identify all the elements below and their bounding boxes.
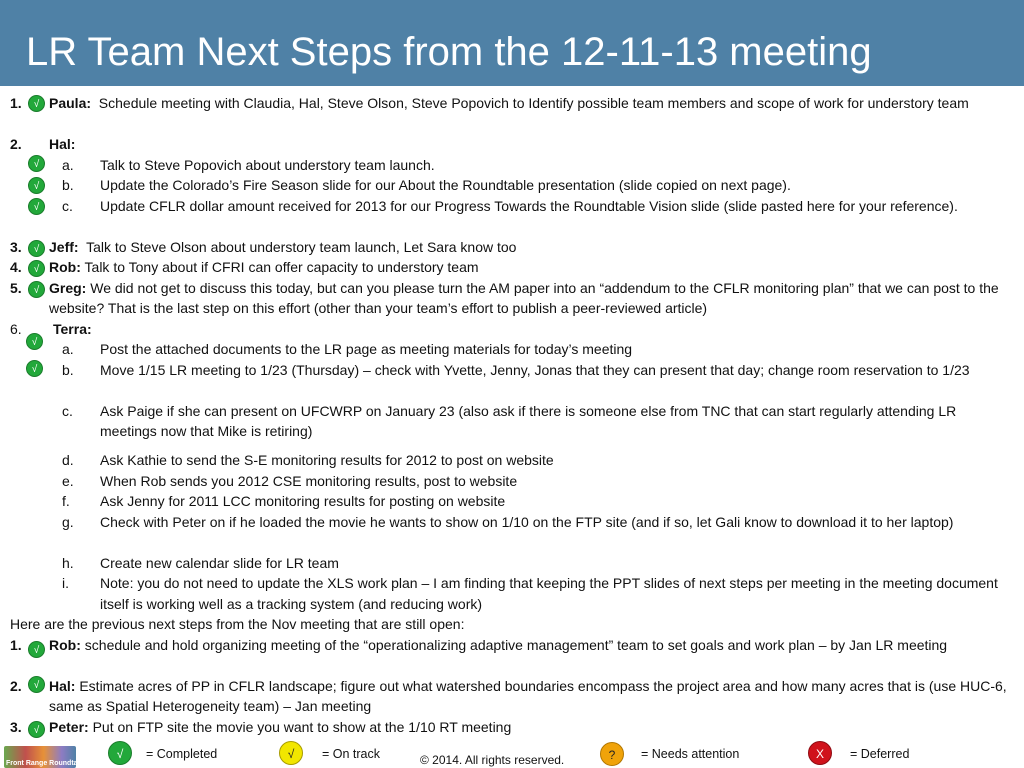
sub-item-text: Update the Colorado’s Fire Season slide for our About the Roundtable presentation (slide copied on next page). (100, 177, 791, 193)
needs-attention-legend-icon: ? (600, 742, 624, 766)
sub-item-text: Post the attached documents to the LR page as meeting materials for today’s meeting (100, 341, 633, 357)
item-text (49, 278, 1015, 319)
front-range-roundtable-logo (4, 746, 88, 768)
on-track-legend-label: = On track (322, 747, 381, 761)
sub-item-letter: c. (62, 402, 73, 419)
sub-item-letter: e. (62, 472, 74, 489)
item-number: 2. (10, 677, 22, 694)
completed-check-icon: √ (28, 155, 45, 172)
item-description: Put on FTP site the movie you want to show at the 1/10 RT meeting (92, 718, 512, 735)
sub-item-letter: h. (62, 554, 74, 571)
completed-check-icon: √ (28, 95, 45, 112)
sub-item-letter: b. (62, 177, 74, 193)
item-text (49, 93, 1015, 114)
sub-item-text: Update CFLR dollar amount received for 2013 for our Progress Towards the Roundtable Vision slide (slide pasted here for your reference). (100, 197, 958, 214)
previous-steps-heading: Here are the previous next steps from the Nov meeting that are still open: (10, 616, 465, 632)
item-number: 6. (10, 320, 22, 337)
item-number: 3. (10, 238, 22, 255)
sub-item-text: Talk to Steve Popovich about understory team launch. (100, 156, 435, 173)
title-bar (0, 0, 1024, 86)
completed-check-icon: √ (28, 721, 45, 738)
item-description: We did not get to discuss this today, but can you please turn the AM paper into an “addendum to the CFLR monitoring plan” that we can post to the website? That is the last step on this effort (other than your team’s effort to publish a peer-reviewed article) (49, 279, 999, 316)
completed-legend-icon: √ (108, 741, 132, 765)
completed-check-icon: √ (28, 260, 45, 277)
item-number: 4. (10, 259, 22, 275)
completed-check-icon: √ (28, 240, 45, 257)
item-text (53, 319, 1019, 340)
copyright-notice: © 2014. All rights reserved. (420, 753, 565, 767)
completed-check-icon: √ (28, 198, 45, 215)
sub-item-letter: f. (62, 493, 70, 509)
item-description: Schedule meeting with Claudia, Hal, Steve Olson, Steve Popovich to Identify possible team members and scope of work for understory team (98, 95, 969, 111)
assignee: Rob: (49, 259, 81, 275)
item-description: Estimate acres of PP in CFLR landscape; figure out what watershed boundaries encompass the project area and how many acres that is (use HUC-6, same as Spatial Heterogeneity team) – Jan meeting (49, 677, 1007, 714)
item-number: 2. (10, 136, 22, 152)
sub-item-text: Check with Peter on if he loaded the movie he wants to show on 1/10 on the FTP site (and if so, let Gali know to download it to her laptop) (100, 513, 954, 530)
sub-item-text: Ask Kathie to send the S-E monitoring results for 2012 to post on website (100, 452, 554, 468)
completed-check-icon: √ (26, 360, 43, 377)
sub-item-text: Note: you do not need to update the XLS work plan – I am finding that keeping the PPT slides of next steps per meeting in the meeting document itself is working well as a tracking system (and reducing work) (100, 575, 998, 612)
on-track-legend-icon: √ (279, 741, 303, 765)
deferred-legend-label: = Deferred (850, 747, 910, 761)
sub-item-letter: a. (62, 341, 74, 357)
assignee: Hal: (49, 677, 76, 694)
completed-check-icon: √ (28, 676, 45, 693)
sub-item-letter: b. (62, 361, 74, 378)
sub-item-text: Ask Jenny for 2011 LCC monitoring results for posting on website (100, 493, 506, 509)
item-text (49, 257, 1015, 278)
item-text (49, 134, 1015, 155)
completed-check-icon: √ (28, 281, 45, 298)
item-text (49, 676, 1015, 717)
sub-item-letter: i. (62, 575, 69, 591)
item-text (49, 635, 1015, 656)
assignee: Peter: (49, 718, 89, 735)
sub-item-letter: c. (62, 197, 73, 214)
sub-item-letter: d. (62, 452, 74, 468)
assignee: Hal: (49, 136, 76, 152)
item-description: Talk to Steve Olson about understory team launch, Let Sara know too (86, 238, 517, 255)
sub-item-text: When Rob sends you 2012 CSE monitoring results, post to website (100, 472, 518, 489)
sub-item-text: Move 1/15 LR meeting to 1/23 (Thursday) – check with Yvette, Jenny, Jonas that they can present that day; change room reservation to 1/23 (100, 361, 970, 378)
item-number: 1. (10, 636, 22, 653)
completed-check-icon: √ (26, 333, 43, 350)
page-title: LR Team Next Steps from the 12-11-13 meeting (26, 30, 872, 74)
assignee: Paula: (49, 95, 92, 111)
assignee: Jeff: (49, 238, 79, 255)
needs-attention-legend-label: = Needs attention (641, 747, 740, 761)
sub-item-letter: g. (62, 513, 74, 530)
item-text (49, 717, 1015, 738)
completed-check-icon: √ (28, 641, 45, 658)
item-description: schedule and hold organizing meeting of the “operationalizing adaptive management” team to set goals and work plan – by Jan LR meeting (84, 636, 948, 653)
item-number: 3. (10, 718, 22, 735)
item-text (49, 237, 1015, 258)
assignee: Terra: (53, 320, 92, 337)
completed-check-icon: √ (28, 177, 45, 194)
item-description: Talk to Tony about if CFRI can offer capacity to understory team (84, 259, 479, 275)
sub-item-letter: a. (62, 156, 74, 173)
item-number: 5. (10, 279, 22, 296)
assignee: Rob: (49, 636, 81, 653)
sub-item-text: Ask Paige if she can present on UFCWRP on January 23 (also ask if there is someone else from TNC that can start regularly attending LR meetings now that Mike is retiring) (100, 402, 957, 439)
assignee: Greg: (49, 279, 87, 296)
sub-item-text: Create new calendar slide for LR team (100, 554, 339, 571)
item-number: 1. (10, 95, 22, 111)
deferred-legend-icon: X (808, 741, 832, 765)
logo-text: Front Range Roundtable (6, 760, 88, 767)
completed-legend-label: = Completed (146, 747, 218, 761)
